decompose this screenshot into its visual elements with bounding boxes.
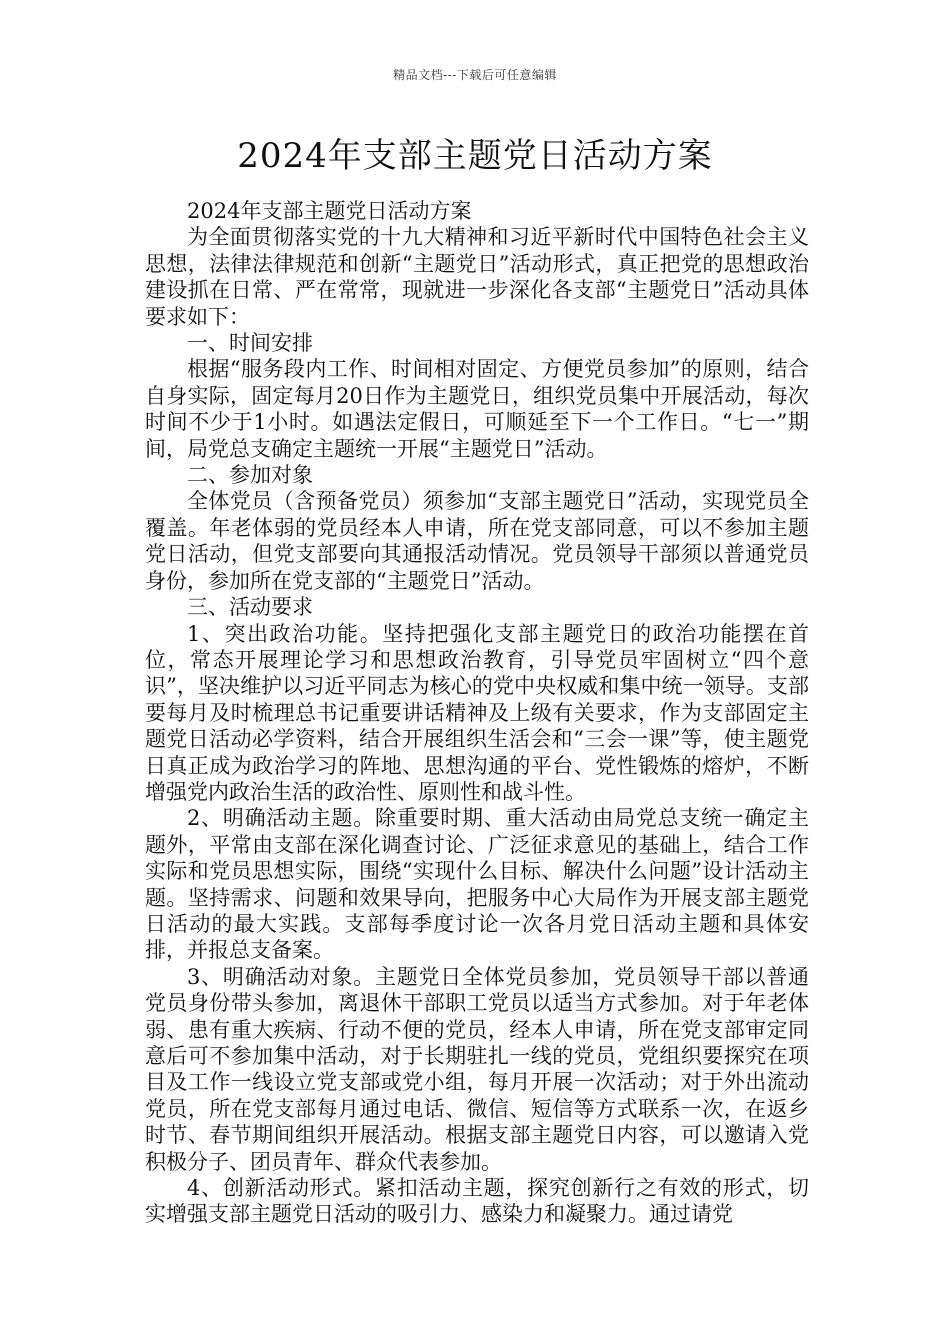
section-heading-requirements: 三、活动要求 bbox=[187, 595, 313, 620]
paragraph-requirement-2: 2、明确活动主题。除重要时期、重大活动由局党总支统一确定主题外，平常由支部在深化调查讨论、广泛征求意见的基础上，结合工作实际和党员思想实际，围绕“实现什么目标、解决什么问题”设计活动主题。坚持需求、问题和效果导向，把服务中心大局作为开展支部主题党日活动的最大实践。支部每季度讨论一次各月党日活动主题和具体安排，并报总支备案。 bbox=[145, 806, 809, 963]
document-body bbox=[145, 198, 809, 1228]
paragraph-intro: 为全面贯彻落实党的十九大精神和习近平新时代中国特色社会主义思想，法律法律规范和创新“主题党日”活动形式，真正把党的思想政治建设抓在日常、严在常常，现就进一步深化各支部“主题党日”活动具体要求如下： bbox=[145, 225, 809, 329]
paragraph-requirement-4: 4、创新活动形式。紧扣活动主题，探究创新行之有效的形式，切实增强支部主题党日活动的吸引力、感染力和凝聚力。通过请党 bbox=[145, 1176, 809, 1227]
section-heading-schedule: 一、时间安排 bbox=[187, 331, 313, 356]
paragraph-requirement-3: 3、明确活动对象。主题党日全体党员参加，党员领导干部以普通党员身份带头参加，离退休干部职工党员以适当方式参加。对于年老体弱、患有重大疾病、行动不便的党员，经本人申请，所在党支部审定同意后可不参加集中活动，对于长期驻扎一线的党员，党组织要探究在项目及工作一线设立党支部或党小组，每月开展一次活动；对于外出流动党员，所在党支部每月通过电话、微信、短信等方式联系一次，在返乡时节、春节期间组织开展活动。根据支部主题党日内容，可以邀请入党积极分子、团员青年、群众代表参加。 bbox=[145, 964, 809, 1174]
header-note: 精品文档---下载后可任意编辑 bbox=[393, 68, 557, 82]
paragraph-participants: 全体党员（含预备党员）须参加“支部主题党日”活动，实现党员全覆盖。年老体弱的党员经本人申请，所在党支部同意，可以不参加主题党日活动，但党支部要向其通报活动情况。党员领导干部须以普通党员身份，参加所在党支部的“主题党日”活动。 bbox=[145, 489, 809, 593]
paragraph-requirement-1: 1、突出政治功能。坚持把强化支部主题党日的政治功能摆在首位，常态开展理论学习和思想政治教育，引导党员牢固树立“四个意识”，坚决维护以习近平同志为核心的党中央权威和集中统一领导。支部要每月及时梳理总书记重要讲话精神及上级有关要求，作为支部固定主题党日活动必学资料，结合开展组织生活会和“三会一课”等，使主题党日真正成为政治学习的阵地、思想沟通的平台、党性锻炼的熔炉，不断增强党内政治生活的政治性、原则性和战斗性。 bbox=[145, 621, 809, 804]
section-heading-participants: 二、参加对象 bbox=[187, 463, 313, 488]
paragraph-schedule: 根据“服务段内工作、时间相对固定、方便党员参加”的原则，结合自身实际，固定每月20日作为主题党日，组织党员集中开展活动，每次时间不少于1小时。如遇法定假日，可顺延至下一个工作日。“七一”期间，局党总支确定主题统一开展“主题党日”活动。 bbox=[145, 357, 809, 461]
paragraph-subtitle: 2024年支部主题党日活动方案 bbox=[187, 199, 472, 223]
document-title: 2024年支部主题党日活动方案 bbox=[237, 136, 713, 176]
